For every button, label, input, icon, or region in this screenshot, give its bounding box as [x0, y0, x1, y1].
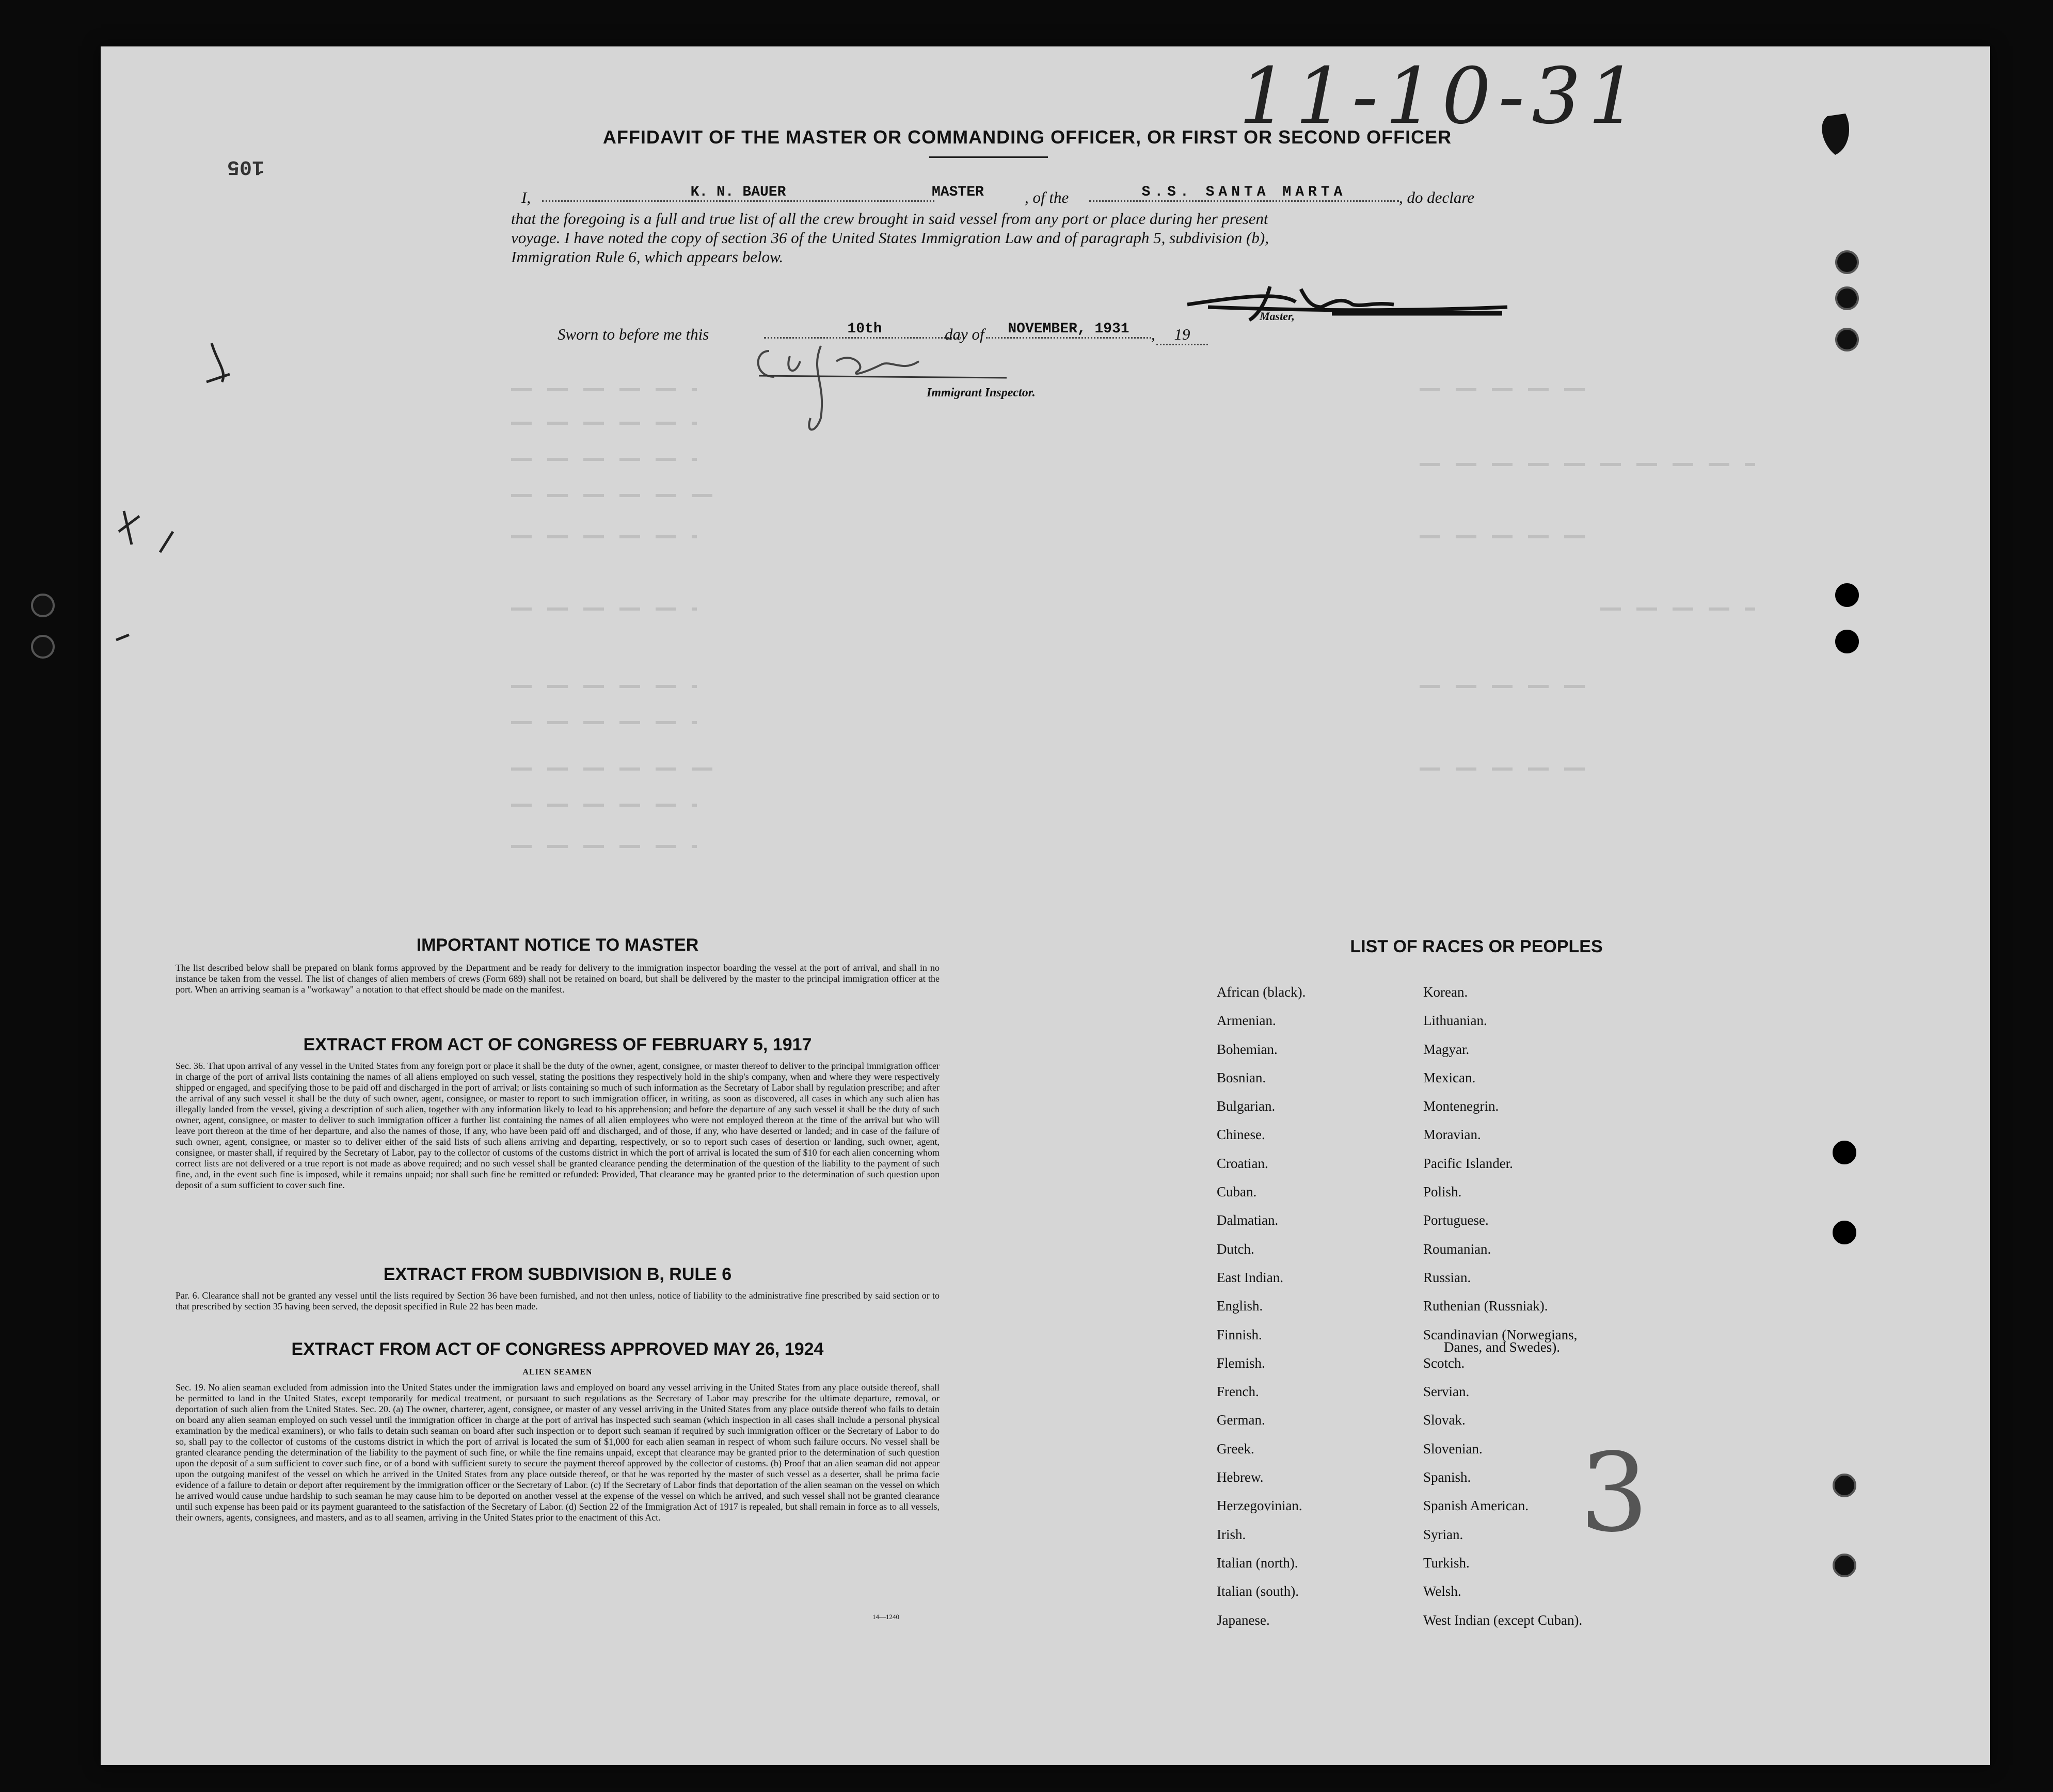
inspector-caption: Immigrant Inspector.: [927, 386, 1036, 399]
race-item: Irish.: [1217, 1526, 1246, 1542]
race-item: Greek.: [1217, 1441, 1254, 1457]
race-item: Portuguese.: [1423, 1212, 1489, 1228]
year-prefix: 19: [1156, 325, 1208, 345]
race-item: Hebrew.: [1217, 1469, 1264, 1485]
race-item: Montenegrin.: [1423, 1098, 1499, 1114]
handwritten-page-number: 3: [1580, 1430, 1649, 1556]
races-column-2: [1423, 984, 1582, 1641]
race-item: Spanish American.: [1423, 1498, 1529, 1514]
form-number: 14—1240: [872, 1613, 899, 1621]
extract-1924-subtitle: ALIEN SEAMEN: [522, 1368, 593, 1377]
race-item: Korean.: [1423, 984, 1468, 1000]
race-item: East Indian.: [1217, 1269, 1283, 1285]
master-name: K. N. BAUER: [542, 184, 934, 202]
extract-1924-title: EXTRACT FROM ACT OF CONGRESS APPROVED MAY 26, 1924: [291, 1339, 824, 1359]
race-item: Moravian.: [1423, 1127, 1481, 1143]
race-item: Mexican.: [1423, 1069, 1476, 1085]
race-item: Italian (north).: [1217, 1555, 1298, 1571]
day-of-label: day of: [945, 325, 984, 343]
affidavit-line: voyage. I have noted the copy of section 36 of the United States Immigration Law and of paragraph 5, subdivision (b),: [511, 229, 1269, 247]
race-item: Russian.: [1423, 1269, 1471, 1285]
race-item: Bohemian.: [1217, 1041, 1278, 1057]
race-item: Bosnian.: [1217, 1069, 1266, 1085]
master-caption: Master,: [1260, 310, 1295, 323]
race-item: Finnish.: [1217, 1326, 1262, 1342]
race-item: Lithuanian.: [1423, 1013, 1487, 1029]
notice-title: IMPORTANT NOTICE TO MASTER: [416, 935, 699, 955]
race-item: Herzegovinian.: [1217, 1498, 1302, 1514]
race-item: Cuban.: [1217, 1184, 1257, 1200]
race-item: Chinese.: [1217, 1127, 1265, 1143]
race-item: West Indian (except Cuban).: [1423, 1612, 1583, 1628]
extract-1917-title: EXTRACT FROM ACT OF CONGRESS OF FEBRUARY 5, 1917: [303, 1035, 812, 1054]
of-the-label: , of the: [1025, 188, 1069, 206]
notice-text: The list described below shall be prepared on blank forms approved by the Department and be ready for delivery to the immigration inspector boarding the vessel at the port of arrival, and shall in no instance be taken from the vessel. The list of changes of alien members of crews (Form 689) shall not be retained on board, but shall be delivered by the master to the principal immigration officer at the port. When an arriving seaman is a "workaway" a notation to that effect should be made on the manifest.: [176, 963, 940, 995]
race-item: Turkish.: [1423, 1555, 1470, 1571]
race-item: Scotch.: [1423, 1355, 1465, 1371]
races-column-1: [1217, 984, 1306, 1641]
race-item: Pacific Islander.: [1423, 1155, 1513, 1171]
comma: ,: [1151, 325, 1155, 343]
race-item: Roumanian.: [1423, 1241, 1491, 1257]
race-item-text: Scandinavian (Norwegians,: [1423, 1326, 1578, 1342]
sworn-month-year: NOVEMBER, 1931: [986, 321, 1151, 339]
race-item: Japanese.: [1217, 1612, 1270, 1628]
race-item: Ruthenian (Russniak).: [1423, 1298, 1548, 1314]
affidavit-line: Immigration Rule 6, which appears below.: [511, 248, 784, 266]
race-item: Dutch.: [1217, 1241, 1254, 1257]
affidavit-title: AFFIDAVIT OF THE MASTER OR COMMANDING OFFICER, OR FIRST OR SECOND OFFICER: [602, 126, 1452, 148]
extract-1924-text: Sec. 19. No alien seaman excluded from admission into the United States under the immigration laws and employed on board any vessel arriving in the United States from any place outside thereof, shall be permitted to land in the United States, except temporarily for medical treatment, or pursuant to such regulations as the Secretary of Labor may prescribe for the ultimate departure, removal, or deportation of such alien from the United States. Sec. 20. (a) The owner, charterer, agent, consignee, or master of any vessel arriving in the United States from any place outside thereof who fails to detain on board any alien seaman employed on such vessel until the immigration officer in charge at the port of arrival has inspected such seaman (which inspection in all cases shall include a personal physical examination by the medical examiners), or who fails to detain such seaman on board after such inspection or to deport such seaman if required by such immigration officer or the Secretary of Labor to do so, shall pay to the collector of customs of the customs district in which the port of arrival is located the sum of $1,000 for each alien seaman in respect of whom such failure occurs. No vessel shall be granted clearance pending the determination of the liability to the payment of such fine, or while the fine remains unpaid, except that clearance may be granted prior to the determination of such question upon the deposit of a sum sufficient to cover such fine, or of a bond with sufficient surety to secure the payment thereof approved by the collector of customs. (b) Proof that an alien seaman did not appear upon the outgoing manifest of the vessel on which he arrived in the United States from any place outside thereof, or that he was reported by the master of such vessel as a deserter, shall be prima facie evidence of a failure to detain or deport after requirement by the immigration officer or the Secretary of Labor. (c) If the Secretary of Labor finds that deportation of the alien seaman on the vessel on which he arrived would cause undue hardship to such seaman he may cause him to be deported on another vessel at the expense of the vessel on which he arrived, and such vessel shall not be granted clearance until such expense has been paid or its payment guaranteed to the satisfaction of the Secretary of Labor. (d) Section 22 of the Immigration Act of 1917 is repealed, but shall remain in force as to all vessels, their owners, agents, consignees, and masters, and as to all seamen, arriving in the United States prior to the enactment of this Act.: [176, 1382, 940, 1523]
race-item: Croatian.: [1217, 1155, 1268, 1171]
race-item: Dalmatian.: [1217, 1212, 1279, 1228]
race-item: Slovak.: [1423, 1412, 1466, 1428]
race-item: African (black).: [1217, 984, 1306, 1000]
race-item: Magyar.: [1423, 1041, 1470, 1057]
master-rank: MASTER: [932, 184, 984, 200]
race-item: Syrian.: [1423, 1526, 1463, 1542]
race-item-continuation: Danes, and Swedes).: [1444, 1339, 1560, 1355]
do-declare-label: , do declare: [1399, 188, 1475, 206]
race-item: English.: [1217, 1298, 1263, 1314]
affidavit-line: that the foregoing is a full and true list of all the crew brought in said vessel from any port or place during her present: [511, 210, 1268, 228]
race-item: Italian (south).: [1217, 1583, 1299, 1599]
race-item: German.: [1217, 1412, 1265, 1428]
race-item: Armenian.: [1217, 1013, 1276, 1029]
affidavit-i: I,: [521, 188, 531, 206]
race-item: French.: [1217, 1384, 1259, 1400]
side-number: 105: [227, 155, 265, 178]
race-item: Slovenian.: [1423, 1441, 1483, 1457]
races-title: LIST OF RACES OR PEOPLES: [1350, 937, 1603, 956]
race-item: Polish.: [1423, 1184, 1462, 1200]
handwritten-roll-number: 11-10-31: [1239, 52, 1645, 141]
sworn-day: 10th: [764, 321, 965, 339]
race-item: Welsh.: [1423, 1583, 1461, 1599]
sworn-label: Sworn to before me this: [558, 325, 709, 343]
race-item: Spanish.: [1423, 1469, 1471, 1485]
title-rule: [929, 156, 1048, 158]
race-item: Bulgarian.: [1217, 1098, 1276, 1114]
extract-rule6-title: EXTRACT FROM SUBDIVISION B, RULE 6: [383, 1265, 732, 1284]
master-signature-mark: [1177, 276, 1513, 323]
race-item: Servian.: [1423, 1384, 1470, 1400]
race-item: [1423, 1327, 1582, 1355]
extract-1917-text: Sec. 36. That upon arrival of any vessel in the United States from any foreign port or place it shall be the duty of the owner, agent, consignee, or master thereof to deliver to the principal immigration officer in charge of the port of arrival lists containing the names of all aliens employed on such vessel, stating the positions they respectively hold in the ship's company, when and where they were respectively shipped or engaged, and specifying those to be paid off and discharged in the port of arrival; or lists containing so much of such information as the Secretary of Labor shall by regulation prescribe; and after the arrival of any such vessel it shall be the duty of such owner, agent, consignee, or master to report to such immigration officer, in writing, as soon as discovered, all cases in which any such alien has illegally landed from the vessel, giving a description of such alien, together with any information likely to lead to his apprehension; and before the departure of any such vessel it shall be the duty of such owner, agent, consignee, or master to deliver to such immigration officer a further list containing the names of all alien employees who were not employed thereon at the time of the arrival but who will leave port thereon at the time of her departure, and also the names of those, if any, who have been paid off and discharged, and of those, if any, who have deserted or landed; and in case of the failure of such owner, agent, consignee, or master so to deliver either of the said lists of such aliens arriving and departing, respectively, or so to report such cases of desertion or landing, such owner, agent, consignee, or master shall, if required by the Secretary of Labor, pay to the collector of customs of the customs district in which the port of arrival is located the sum of $10 for each alien concerning whom correct lists are not delivered or a true report is not made as above required; and no such vessel shall be granted clearance pending the determination of the question of the liability to the payment of such fine, and, in the event such fine is imposed, while it remains unpaid; nor shall such fine be remitted or refunded: Provided, That clearance may be granted prior to the determination of such question upon deposit of a sum sufficient to cover such fine.: [176, 1061, 940, 1190]
vessel-name: S.S. SANTA MARTA: [1089, 184, 1399, 202]
affidavit-body: [511, 209, 1507, 266]
race-item: Flemish.: [1217, 1355, 1265, 1371]
extract-rule6-text: Par. 6. Clearance shall not be granted any vessel until the lists required by Section 36 have been furnished, and not then unless, notice of liability to the administrative fine prescribed by said section or to that prescribed by section 35 having been served, the deposit specified in Rule 22 has been made.: [176, 1290, 940, 1311]
